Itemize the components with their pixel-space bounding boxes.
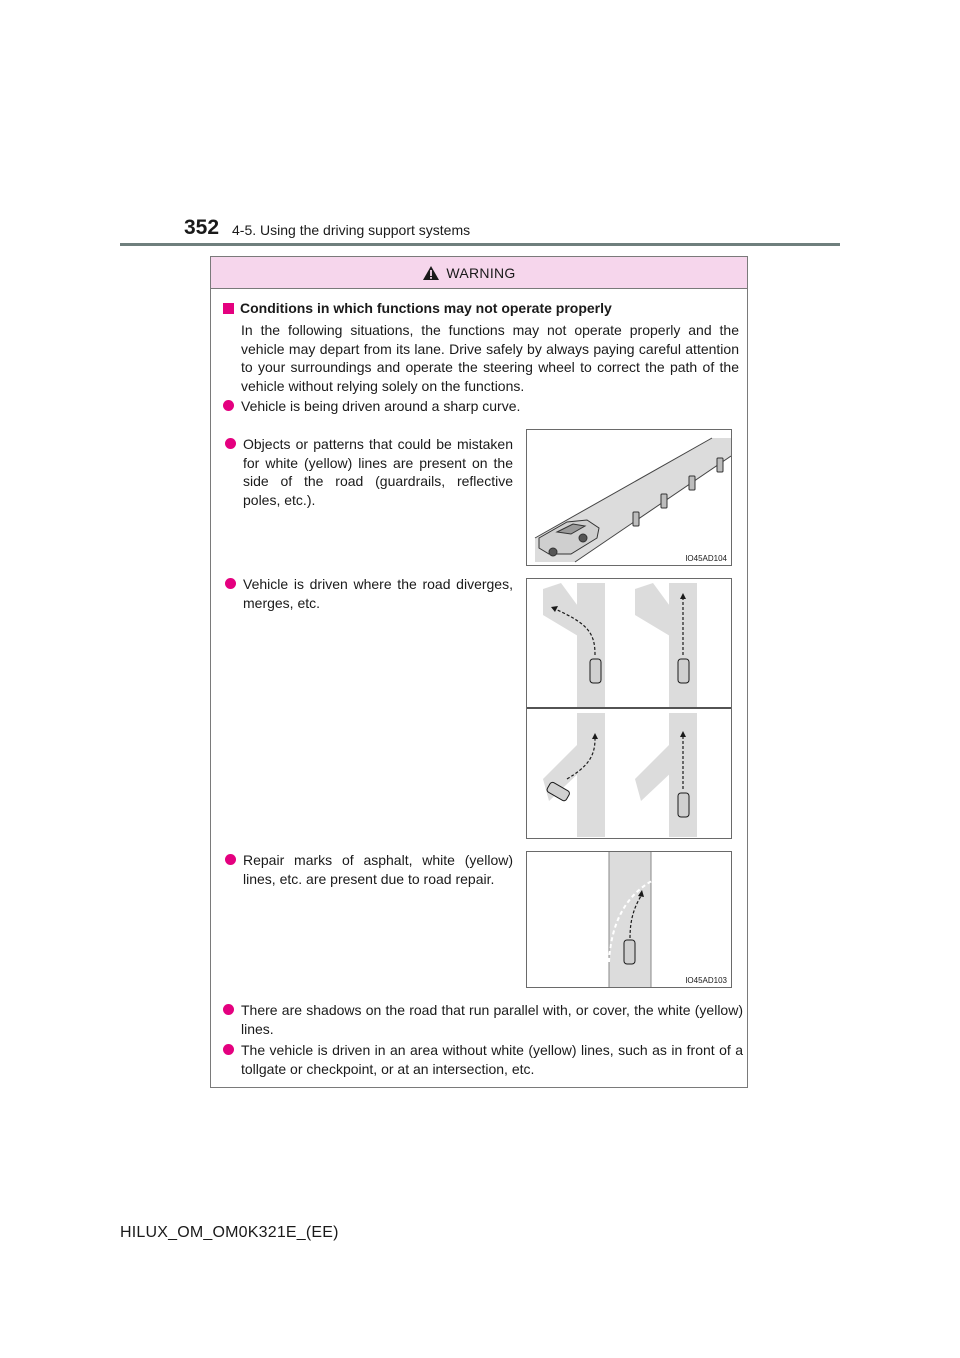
- warning-intro: In the following situations, the functions may not operate properly and the vehicle may depart from its lane. Drive safely by always paying careful attention to your surroundings and operate the steering wheel to correct the path of the vehicle without relying solely on the functions.: [241, 322, 739, 394]
- warning-box: [210, 256, 748, 1088]
- square-bullet-icon: [223, 303, 234, 314]
- section-title: 4-5. Using the driving support systems: [232, 222, 471, 238]
- bullet-text: Objects or patterns that could be mistaken for white (yellow) lines are present on the side of the road (guardrails, reflective poles, etc.).: [243, 436, 513, 508]
- bullet-dot-icon: [223, 1044, 234, 1055]
- header-rule: [120, 243, 840, 246]
- guardrail-illustration: [527, 430, 731, 565]
- bullet-text: Repair marks of asphalt, white (yellow) lines, etc. are present due to road repair.: [243, 852, 513, 887]
- diverge-merge-illustration: [527, 579, 731, 838]
- bullet-dot-icon: [225, 438, 236, 449]
- bullet-objects-patterns: [243, 435, 513, 509]
- bullet-sharp-curve: [241, 397, 739, 416]
- warning-heading-text: Conditions in which functions may not operate properly: [240, 300, 612, 316]
- warning-triangle-icon: [422, 265, 440, 281]
- warning-heading: [223, 300, 612, 316]
- bullet-dot-icon: [225, 854, 236, 865]
- page-number: 352: [184, 216, 220, 239]
- bullet-dot-icon: [225, 578, 236, 589]
- bullet-shadows: [241, 1001, 743, 1038]
- bullet-dot-icon: [223, 1004, 234, 1015]
- figure-guardrail: [526, 429, 732, 566]
- bullet-text: Vehicle is being driven around a sharp curve.: [241, 398, 521, 414]
- figure-diverge-merge: [526, 578, 732, 839]
- repair-marks-illustration: [527, 852, 731, 987]
- bullet-text: There are shadows on the road that run parallel with, or cover, the white (yellow) lines.: [241, 1002, 743, 1037]
- bullet-dot-icon: [223, 400, 234, 411]
- bullet-diverges-merges: [243, 575, 513, 612]
- bullet-no-lines: [241, 1041, 743, 1078]
- figure-repair-marks: [526, 851, 732, 988]
- bullet-repair-marks: [243, 851, 513, 888]
- footer-doc-id: HILUX_OM_OM0K321E_(EE): [120, 1224, 339, 1241]
- figure-code: IO45AD104: [685, 554, 727, 563]
- bullet-text: Vehicle is driven where the road diverges, merges, etc.: [243, 576, 513, 611]
- warning-label: WARNING: [446, 264, 516, 281]
- figure-code: IO45AD103: [685, 976, 727, 985]
- bullet-text: The vehicle is driven in an area without white (yellow) lines, such as in front of a tollgate or checkpoint, or at an intersection, etc.: [241, 1042, 743, 1077]
- warning-header: [211, 257, 747, 289]
